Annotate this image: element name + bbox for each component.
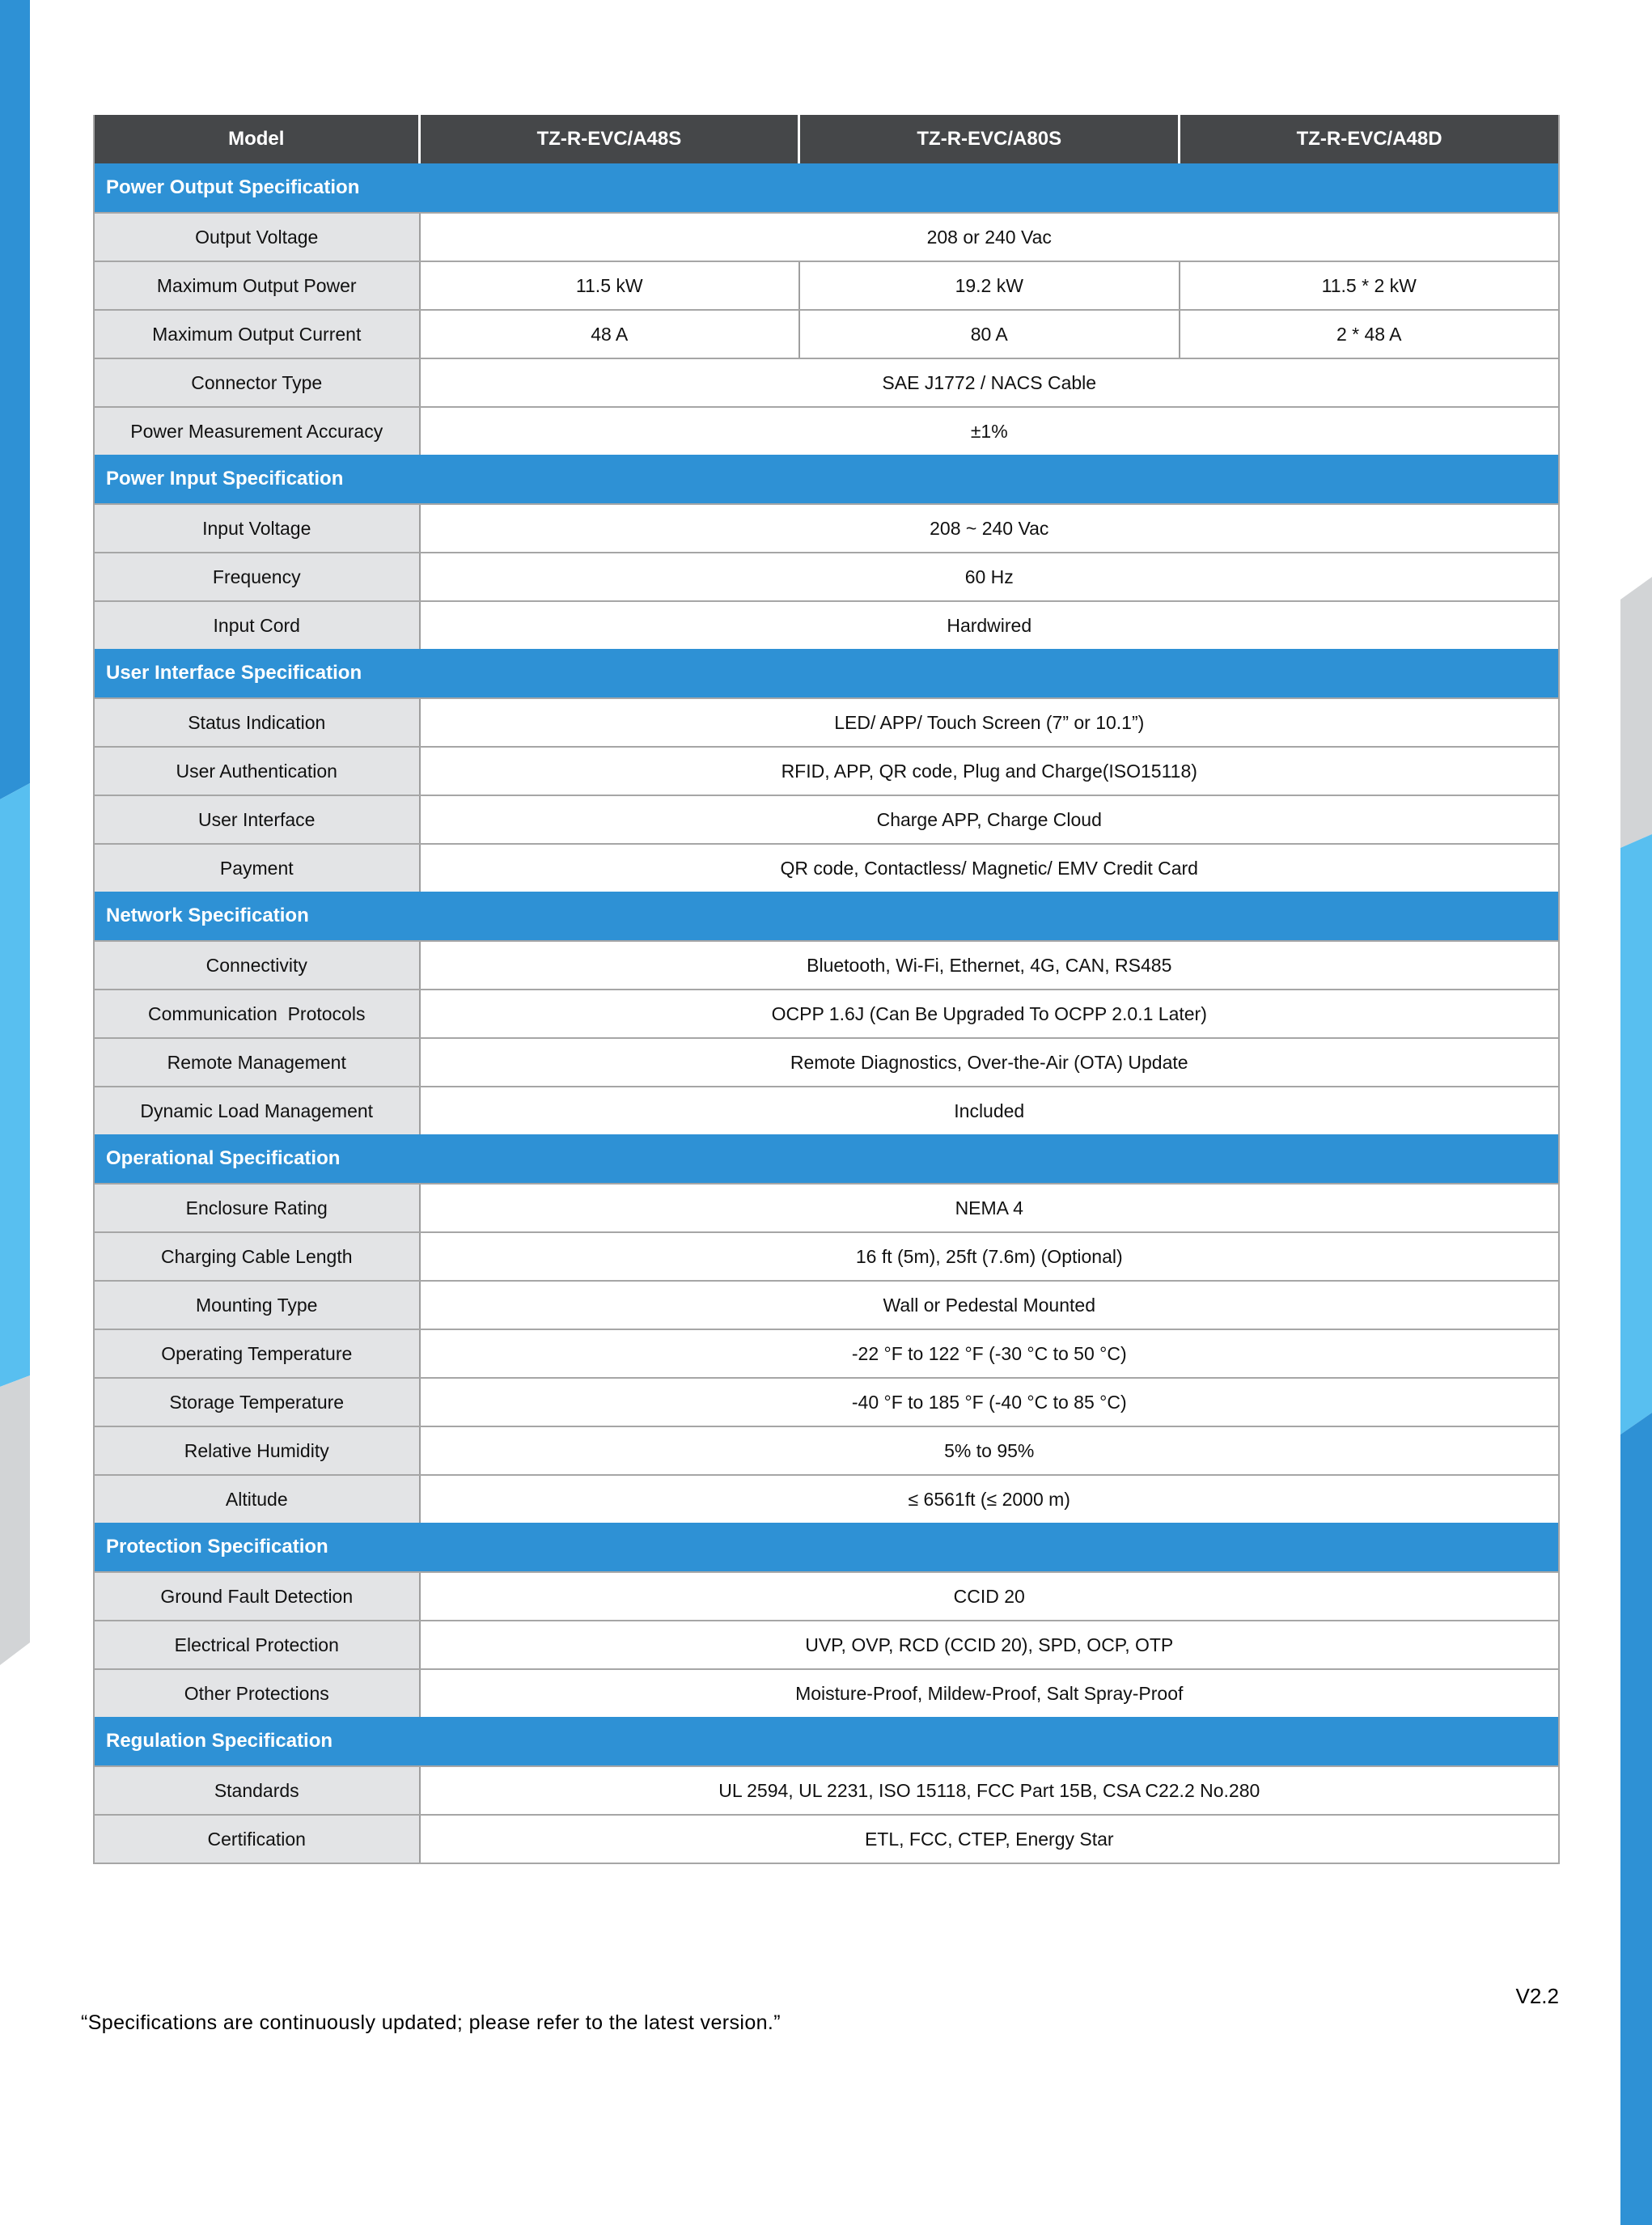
model-column-a48s: TZ-R-EVC/A48S	[421, 115, 801, 163]
spec-row-remote-management	[95, 1037, 1558, 1086]
row-label: Relative Humidity	[95, 1427, 421, 1474]
section-header-protection-specification	[95, 1523, 1558, 1571]
spec-row-connector-type	[95, 358, 1558, 406]
row-label: User Authentication	[95, 748, 421, 795]
row-value-span: ≤ 6561ft (≤ 2000 m)	[908, 1488, 1070, 1510]
row-label: Electrical Protection	[95, 1621, 421, 1668]
table-body	[95, 163, 1558, 1863]
spec-row-payment	[95, 843, 1558, 892]
row-label: Mounting Type	[95, 1282, 421, 1329]
row-value-span: Bluetooth, Wi-Fi, Ethernet, 4G, CAN, RS485	[807, 954, 1172, 976]
row-value: 19.2 kW	[800, 262, 1180, 309]
spec-row-storage-temperature	[95, 1377, 1558, 1426]
row-label: Maximum Output Power	[95, 262, 421, 309]
right-edge-ribbon	[1620, 0, 1652, 2225]
spec-row-enclosure-rating	[95, 1183, 1558, 1231]
spec-row-input-voltage	[95, 503, 1558, 552]
row-label: User Interface	[95, 796, 421, 843]
spec-row-connectivity	[95, 940, 1558, 989]
section-header-operational-specification	[95, 1134, 1558, 1183]
row-value-span: 208 ~ 240 Vac	[930, 517, 1049, 539]
row-value-span: CCID 20	[953, 1585, 1025, 1607]
spec-row-power-measurement-accuracy	[95, 406, 1558, 455]
section-title: Protection Specification	[106, 1536, 328, 1558]
row-value-span: -22 °F to 122 °F (-30 °C to 50 °C)	[851, 1342, 1127, 1364]
spec-row-mounting-type	[95, 1280, 1558, 1329]
spec-row-operating-temperature	[95, 1329, 1558, 1377]
row-value-span: Charge APP, Charge Cloud	[876, 808, 1102, 830]
section-title: User Interface Specification	[106, 662, 362, 684]
row-value-span: NEMA 4	[955, 1197, 1023, 1218]
row-label: Input Cord	[95, 602, 421, 649]
row-value-span: OCPP 1.6J (Can Be Upgraded To OCPP 2.0.1 Later)	[771, 1002, 1207, 1024]
spec-row-other-protections	[95, 1668, 1558, 1717]
row-label: Connector Type	[95, 359, 421, 406]
row-value-span: LED/ APP/ Touch Screen (7” or 10.1”)	[834, 711, 1145, 733]
spec-table	[93, 115, 1560, 1864]
row-label: Storage Temperature	[95, 1379, 421, 1426]
row-value-span: UVP, OVP, RCD (CCID 20), SPD, OCP, OTP	[805, 1634, 1174, 1655]
spec-row-electrical-protection	[95, 1620, 1558, 1668]
spec-row-maximum-output-current	[95, 309, 1558, 358]
row-value-span: RFID, APP, QR code, Plug and Charge(ISO15118)	[781, 760, 1197, 782]
section-title: Power Output Specification	[106, 176, 360, 198]
row-label: Remote Management	[95, 1039, 421, 1086]
section-title: Regulation Specification	[106, 1730, 333, 1752]
row-value-span: UL 2594, UL 2231, ISO 15118, FCC Part 15B, CSA C22.2 No.280	[718, 1779, 1260, 1801]
section-header-regulation-specification	[95, 1717, 1558, 1765]
row-value-span: 5% to 95%	[944, 1439, 1035, 1461]
section-title: Power Input Specification	[106, 468, 344, 490]
row-label: Standards	[95, 1767, 421, 1814]
section-title: Operational Specification	[106, 1147, 341, 1169]
left-edge-ribbon	[0, 0, 30, 2225]
row-label: Payment	[95, 845, 421, 892]
spec-row-input-cord	[95, 600, 1558, 649]
row-value: 11.5 * 2 kW	[1321, 274, 1417, 296]
spec-row-dynamic-load-management	[95, 1086, 1558, 1134]
row-value-span: Hardwired	[947, 614, 1032, 636]
row-label: Input Voltage	[95, 505, 421, 552]
spec-row-output-voltage	[95, 212, 1558, 261]
row-label: Certification	[95, 1816, 421, 1863]
row-label: Power Measurement Accuracy	[95, 408, 421, 455]
row-label: Connectivity	[95, 942, 421, 989]
section-title: Network Specification	[106, 905, 309, 926]
spec-row-ground-fault-detection	[95, 1571, 1558, 1620]
row-label: Charging Cable Length	[95, 1233, 421, 1280]
row-label: Communication Protocols	[95, 990, 421, 1037]
row-value-span: 16 ft (5m), 25ft (7.6m) (Optional)	[855, 1245, 1123, 1267]
row-label: Maximum Output Current	[95, 311, 421, 358]
row-value-span: QR code, Contactless/ Magnetic/ EMV Credit Card	[780, 857, 1198, 879]
spec-row-altitude	[95, 1474, 1558, 1523]
row-value-span: Remote Diagnostics, Over-the-Air (OTA) Update	[790, 1051, 1188, 1073]
section-header-user-interface-specification	[95, 649, 1558, 697]
row-value-span: SAE J1772 / NACS Cable	[882, 371, 1097, 393]
row-label: Enclosure Rating	[95, 1185, 421, 1231]
model-column-a48d: TZ-R-EVC/A48D	[1296, 128, 1442, 150]
row-label: Status Indication	[95, 699, 421, 746]
row-label: Dynamic Load Management	[95, 1087, 421, 1134]
spec-row-charging-cable-length	[95, 1231, 1558, 1280]
row-label: Altitude	[95, 1476, 421, 1523]
row-value-span: ±1%	[970, 420, 1008, 442]
spec-row-user-authentication	[95, 746, 1558, 795]
section-header-power-input-specification	[95, 455, 1558, 503]
version-label: V2.2	[1515, 1984, 1559, 2008]
row-value-span: Wall or Pedestal Mounted	[883, 1294, 1095, 1316]
section-header-network-specification	[95, 892, 1558, 940]
spec-row-frequency	[95, 552, 1558, 600]
row-label: Operating Temperature	[95, 1330, 421, 1377]
spec-row-communication-protocols	[95, 989, 1558, 1037]
spec-row-status-indication	[95, 697, 1558, 746]
row-value-span: 60 Hz	[964, 566, 1014, 587]
row-value: 2 * 48 A	[1336, 323, 1402, 345]
row-label: Other Protections	[95, 1670, 421, 1717]
row-value: 11.5 kW	[421, 262, 801, 309]
row-value: 48 A	[421, 311, 801, 358]
section-header-power-output-specification	[95, 163, 1558, 212]
model-column-a80s: TZ-R-EVC/A80S	[800, 115, 1180, 163]
spec-row-certification	[95, 1814, 1558, 1863]
spec-row-standards	[95, 1765, 1558, 1814]
spec-row-maximum-output-power	[95, 261, 1558, 309]
spec-row-relative-humidity	[95, 1426, 1558, 1474]
row-value-span: ETL, FCC, CTEP, Energy Star	[864, 1828, 1114, 1850]
row-value-span: Moisture-Proof, Mildew-Proof, Salt Spray-Proof	[795, 1682, 1184, 1704]
row-value-span: 208 or 240 Vac	[926, 226, 1052, 248]
disclaimer-text: “Specifications are continuously updated; please refer to the latest version.”	[81, 2011, 782, 2034]
row-value-span: -40 °F to 185 °F (-40 °C to 85 °C)	[851, 1391, 1127, 1413]
row-value-span: Included	[954, 1100, 1025, 1121]
row-label: Frequency	[95, 553, 421, 600]
model-header-label: Model	[95, 115, 421, 163]
row-label: Ground Fault Detection	[95, 1573, 421, 1620]
model-header-row	[95, 115, 1558, 163]
row-value: 80 A	[800, 311, 1180, 358]
spec-row-user-interface	[95, 795, 1558, 843]
row-label: Output Voltage	[95, 214, 421, 261]
